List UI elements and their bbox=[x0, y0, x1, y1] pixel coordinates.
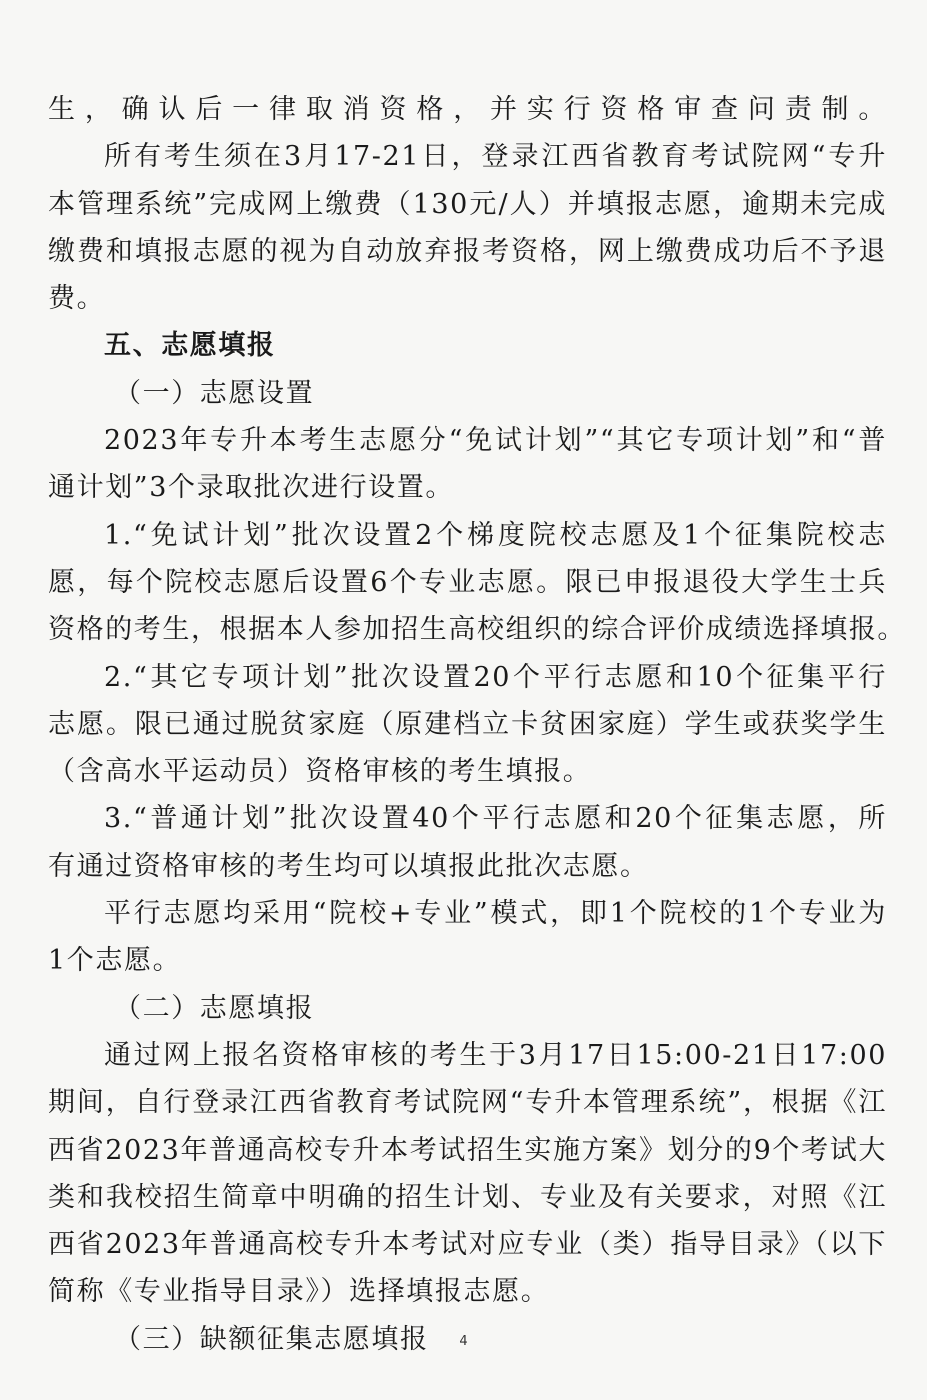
paragraph-line: 愿，每个院校志愿后设置6个专业志愿。限已申报退役大学生士兵 bbox=[48, 566, 887, 598]
paragraph-line: 2.“其它专项计划”批次设置20个平行志愿和10个征集平行 bbox=[104, 661, 887, 693]
paragraph-line: 西省2023年普通高校专升本考试对应专业（类）指导目录》（以下 bbox=[48, 1229, 887, 1261]
paragraph-line: 费。 bbox=[48, 283, 106, 315]
paragraph-line: 通计划”3个录取批次进行设置。 bbox=[48, 472, 454, 504]
paragraph-line: 3.“普通计划”批次设置40个平行志愿和20个征集志愿，所 bbox=[104, 803, 887, 835]
paragraph-line: 期间，自行登录江西省教育考试院网“专升本管理系统”，根据《江 bbox=[48, 1087, 887, 1119]
paragraph-line: 志愿。限已通过脱贫家庭（原建档立卡贫困家庭）学生或获奖学生 bbox=[48, 708, 887, 740]
paragraph-line: 有通过资格审核的考生均可以填报此批次志愿。 bbox=[48, 850, 649, 882]
section-heading: 五、志愿填报 bbox=[104, 330, 276, 362]
paragraph-line: 通过网上报名资格审核的考生于3月17日15:00-21日17:00 bbox=[104, 1039, 887, 1071]
paragraph-line: 生，确认后一律取消资格，并实行资格审查问责制。 bbox=[48, 94, 887, 125]
paragraph-line: 2023年专升本考生志愿分“免试计划”“其它专项计划”和“普 bbox=[104, 425, 887, 457]
paragraph-line: 西省2023年普通高校专升本考试招生实施方案》划分的9个考试大 bbox=[48, 1134, 887, 1166]
paragraph-line: （含高水平运动员）资格审核的考生填报。 bbox=[48, 756, 592, 788]
page-number: 4 bbox=[459, 1334, 468, 1349]
paragraph-line: 简称《专业指导目录》）选择填报志愿。 bbox=[48, 1276, 550, 1308]
subsection-heading: （三）缺额征集志愿填报 bbox=[114, 1323, 429, 1355]
paragraph-line: 1个志愿。 bbox=[48, 945, 182, 977]
subsection-heading: （一）志愿设置 bbox=[114, 377, 315, 409]
paragraph-line: 所有考生须在3月17-21日，登录江西省教育考试院网“专升 bbox=[104, 141, 887, 173]
paragraph-line: 资格的考生，根据本人参加招生高校组织的综合评价成绩选择填报。 bbox=[48, 614, 906, 646]
paragraph-line: 类和我校招生简章中明确的招生计划、专业及有关要求，对照《江 bbox=[48, 1181, 887, 1213]
subsection-heading: （二）志愿填报 bbox=[114, 992, 315, 1024]
paragraph-line: 本管理系统”完成网上缴费（130元/人）并填报志愿，逾期未完成 bbox=[48, 188, 887, 220]
paragraph-line: 平行志愿均采用“院校+专业”模式，即1个院校的1个专业为 bbox=[104, 898, 887, 930]
paragraph-line: 缴费和填报志愿的视为自动放弃报考资格，网上缴费成功后不予退 bbox=[48, 235, 887, 267]
paragraph-line: 1.“免试计划”批次设置2个梯度院校志愿及1个征集院校志 bbox=[104, 519, 887, 551]
